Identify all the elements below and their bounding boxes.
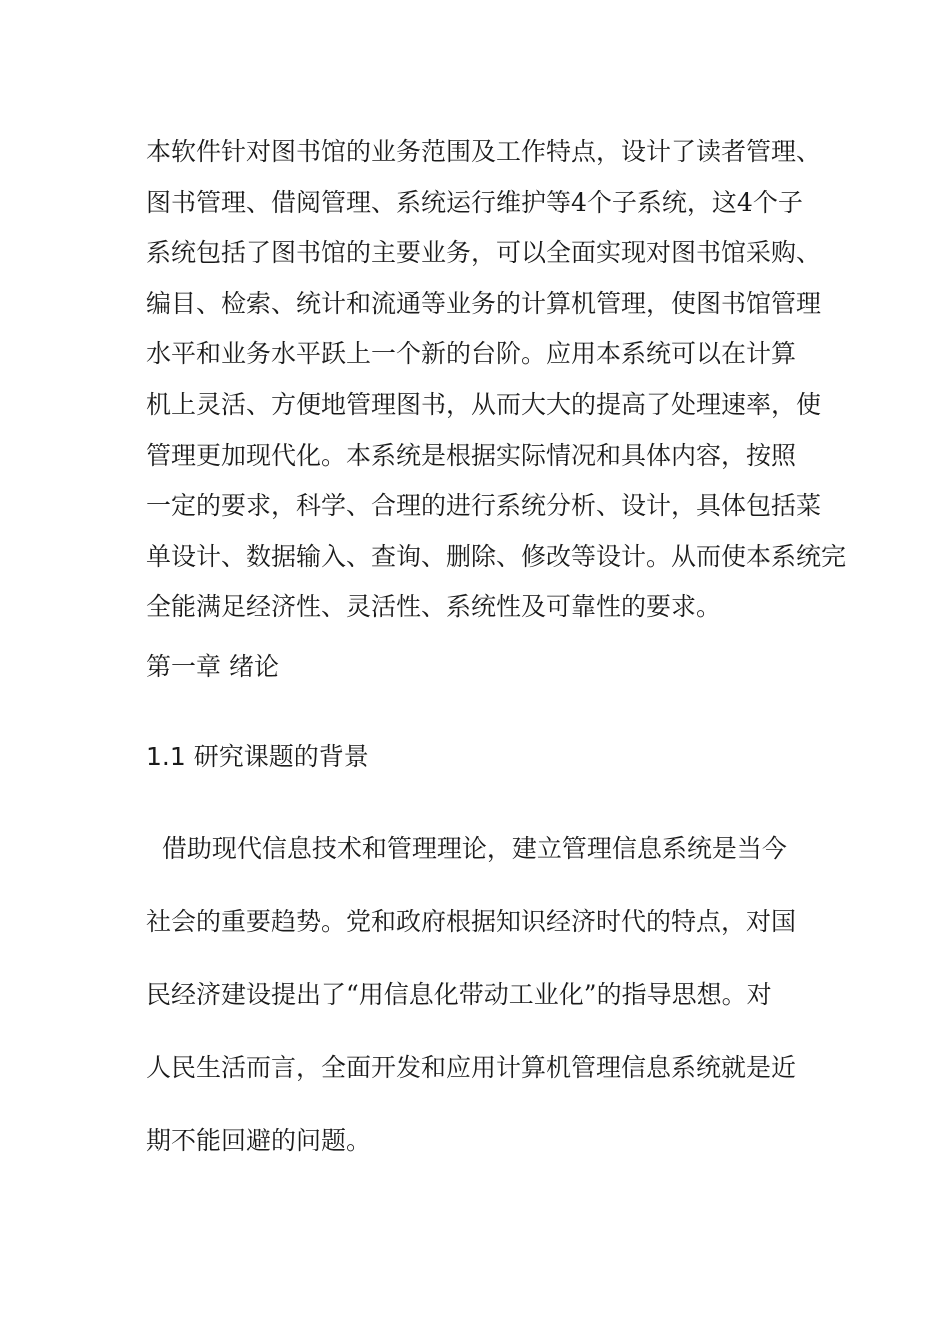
intro-line: 编目、检索、统计和流通等业务的计算机管理，使图书馆管理 xyxy=(146,288,822,318)
intro-line: 水平和业务水平跃上一个新的台阶。应用本系统可以在计算 xyxy=(146,339,797,369)
intro-line: 全能满足经济性、灵活性、系统性及可靠性的要求。 xyxy=(146,592,722,622)
chapter-heading: 第一章 绪论 xyxy=(146,652,279,681)
intro-line: 管理更加现代化。本系统是根据实际情况和具体内容，按照 xyxy=(146,440,797,470)
background-paragraph xyxy=(146,812,846,1177)
intro-line: 图书管理、借阅管理、系统运行维护等4个子系统，这4个子 xyxy=(146,187,803,217)
background-line: 民经济建设提出了“用信息化带动工业化”的指导思想。对 xyxy=(146,980,772,1009)
background-line: 社会的重要趋势。党和政府根据知识经济时代的特点，对国 xyxy=(146,907,797,936)
intro-line: 一定的要求，科学、合理的进行系统分析、设计，具体包括菜 xyxy=(146,491,822,521)
intro-line: 机上灵活、方便地管理图书，从而大大的提高了处理速率，使 xyxy=(146,389,822,419)
background-line: 人民生活而言，全面开发和应用计算机管理信息系统就是近 xyxy=(146,1053,797,1082)
section-title: 研究课题的背景 xyxy=(185,742,369,771)
background-line: 期不能回避的问题。 xyxy=(146,1126,372,1155)
intro-line: 系统包括了图书馆的主要业务，可以全面实现对图书馆采购、 xyxy=(146,238,822,268)
section-number: 1.1 xyxy=(146,742,186,771)
background-line: 借助现代信息技术和管理理论，建立管理信息系统是当今 xyxy=(146,834,787,863)
intro-line: 本软件针对图书馆的业务范围及工作特点，设计了读者管理、 xyxy=(146,137,822,166)
intro-line: 单设计、数据输入、查询、删除、修改等设计。从而使本系统完 xyxy=(146,541,847,571)
section-heading xyxy=(146,737,369,777)
intro-paragraph xyxy=(146,127,847,633)
